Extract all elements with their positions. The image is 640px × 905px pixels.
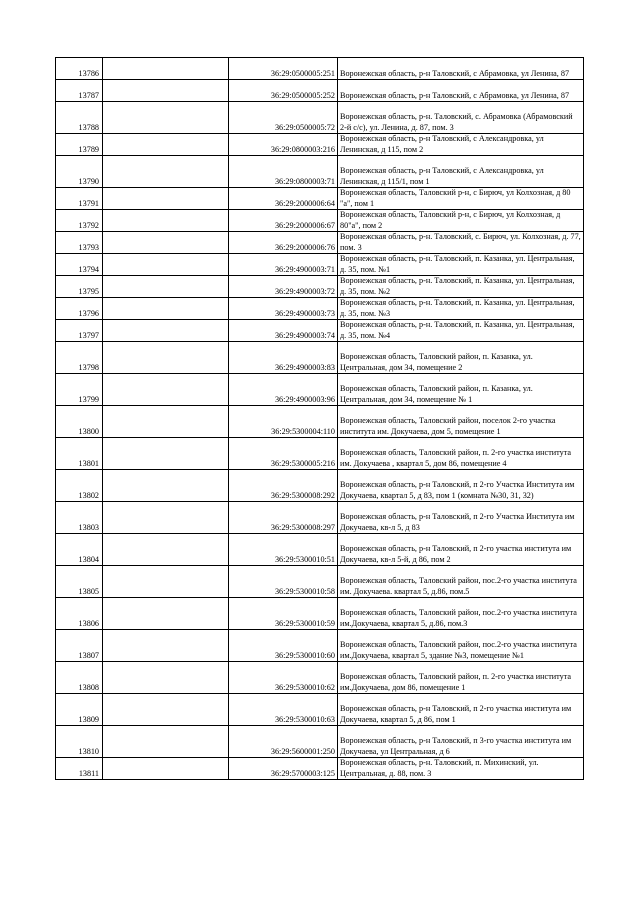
table-row bbox=[56, 156, 584, 188]
cadastral-number-cell: 36:29:5300010:62 bbox=[229, 662, 338, 694]
address-cell: Воронежская область, Таловский район, п. Казанка, ул. Центральная, дом 34, помещение № 1 bbox=[338, 374, 584, 406]
cadastral-number-cell: 36:29:5300010:60 bbox=[229, 630, 338, 662]
table-row bbox=[56, 662, 584, 694]
row-number-cell: 13808 bbox=[56, 662, 103, 694]
table-row bbox=[56, 694, 584, 726]
table-row bbox=[56, 566, 584, 598]
empty-cell bbox=[103, 232, 229, 254]
address-cell: Воронежская область, р-н Таловский, с Александровка, ул Ленинская, д 115/1, пом 1 bbox=[338, 156, 584, 188]
empty-cell bbox=[103, 58, 229, 80]
table-row bbox=[56, 58, 584, 80]
cadastral-number-cell: 36:29:0500005:72 bbox=[229, 102, 338, 134]
table-row bbox=[56, 188, 584, 210]
address-cell: Воронежская область, р-н Таловский, п 2-го участка института им Докучаева, квартал 5, д 86, пом 1 bbox=[338, 694, 584, 726]
empty-cell bbox=[103, 254, 229, 276]
address-cell: Воронежская область, Таловский район, поселок 2-го участка института им. Докучаева, дом 5, помещение 1 bbox=[338, 406, 584, 438]
empty-cell bbox=[103, 534, 229, 566]
address-cell: Воронежская область, Таловский р-н, с Бирюч, ул Колхозная, д 80 "а", пом 1 bbox=[338, 188, 584, 210]
row-number-cell: 13810 bbox=[56, 726, 103, 758]
table-row bbox=[56, 232, 584, 254]
row-number-cell: 13787 bbox=[56, 80, 103, 102]
row-number-cell: 13799 bbox=[56, 374, 103, 406]
empty-cell bbox=[103, 566, 229, 598]
row-number-cell: 13803 bbox=[56, 502, 103, 534]
table-row bbox=[56, 406, 584, 438]
address-cell: Воронежская область, р-н. Таловский, п. Михинский, ул. Центральная, д. 88, пом. 3 bbox=[338, 758, 584, 780]
registry-table bbox=[55, 57, 584, 780]
table-row bbox=[56, 438, 584, 470]
row-number-cell: 13790 bbox=[56, 156, 103, 188]
table-row bbox=[56, 598, 584, 630]
empty-cell bbox=[103, 438, 229, 470]
empty-cell bbox=[103, 210, 229, 232]
cadastral-number-cell: 36:29:0800003:71 bbox=[229, 156, 338, 188]
empty-cell bbox=[103, 502, 229, 534]
empty-cell bbox=[103, 662, 229, 694]
address-cell: Воронежская область, Таловский район, пос.2-го участка института им. Докучаева. квартал 5, д.86, пом.5 bbox=[338, 566, 584, 598]
address-cell: Воронежская область, Таловский район, пос.2-го участка института им.Докучаева, квартал 5, здание №3, помещение №1 bbox=[338, 630, 584, 662]
row-number-cell: 13811 bbox=[56, 758, 103, 780]
address-cell: Воронежская область, Таловский район, пос.2-го участка института им.Докучаева, квартал 5, д.86, пом.3 bbox=[338, 598, 584, 630]
table-row bbox=[56, 758, 584, 780]
empty-cell bbox=[103, 80, 229, 102]
row-number-cell: 13797 bbox=[56, 320, 103, 342]
cadastral-number-cell: 36:29:4900003:74 bbox=[229, 320, 338, 342]
row-number-cell: 13800 bbox=[56, 406, 103, 438]
row-number-cell: 13792 bbox=[56, 210, 103, 232]
empty-cell bbox=[103, 320, 229, 342]
table-row bbox=[56, 534, 584, 566]
empty-cell bbox=[103, 470, 229, 502]
cadastral-number-cell: 36:29:5300010:51 bbox=[229, 534, 338, 566]
address-cell: Воронежская область, р-н Таловский, с Абрамовка, ул Ленина, 87 bbox=[338, 80, 584, 102]
row-number-cell: 13791 bbox=[56, 188, 103, 210]
table-row bbox=[56, 342, 584, 374]
table-row bbox=[56, 80, 584, 102]
empty-cell bbox=[103, 298, 229, 320]
empty-cell bbox=[103, 598, 229, 630]
address-cell: Воронежская область, р-н Таловский, с Александровка, ул Ленинская, д 115, пом 2 bbox=[338, 134, 584, 156]
table-row bbox=[56, 320, 584, 342]
row-number-cell: 13793 bbox=[56, 232, 103, 254]
row-number-cell: 13794 bbox=[56, 254, 103, 276]
address-cell: Воронежская область, р-н. Таловский, п. Казанка, ул. Центральная, д. 35, пом. №1 bbox=[338, 254, 584, 276]
table-row bbox=[56, 254, 584, 276]
table-row bbox=[56, 726, 584, 758]
table-row bbox=[56, 374, 584, 406]
table-row bbox=[56, 134, 584, 156]
cadastral-number-cell: 36:29:4900003:72 bbox=[229, 276, 338, 298]
address-cell: Воронежская область, р-н Таловский, с Абрамовка, ул Ленина, 87 bbox=[338, 58, 584, 80]
registry-table-body bbox=[56, 58, 584, 780]
table-row bbox=[56, 276, 584, 298]
address-cell: Воронежская область, р-н Таловский, п 2-го Участка Института им Докучаева, кв-л 5, д 83 bbox=[338, 502, 584, 534]
table-row bbox=[56, 298, 584, 320]
row-number-cell: 13802 bbox=[56, 470, 103, 502]
cadastral-number-cell: 36:29:5700003:125 bbox=[229, 758, 338, 780]
row-number-cell: 13805 bbox=[56, 566, 103, 598]
address-cell: Воронежская область, Таловский р-н, с Бирюч, ул Колхозная, д 80"а", пом 2 bbox=[338, 210, 584, 232]
address-cell: Воронежская область, р-н. Таловский, с. Бирюч, ул. Колхозная, д. 77, пом. 3 bbox=[338, 232, 584, 254]
cadastral-number-cell: 36:29:5300010:59 bbox=[229, 598, 338, 630]
empty-cell bbox=[103, 156, 229, 188]
cadastral-number-cell: 36:29:0800003:216 bbox=[229, 134, 338, 156]
row-number-cell: 13796 bbox=[56, 298, 103, 320]
cadastral-number-cell: 36:29:5600001:250 bbox=[229, 726, 338, 758]
cadastral-number-cell: 36:29:4900003:73 bbox=[229, 298, 338, 320]
address-cell: Воронежская область, р-н. Таловский, с. Абрамовка (Абрамовский 2-й с/с), ул. Ленина, д. 87, пом. 3 bbox=[338, 102, 584, 134]
cadastral-number-cell: 36:29:5300004:110 bbox=[229, 406, 338, 438]
row-number-cell: 13795 bbox=[56, 276, 103, 298]
row-number-cell: 13801 bbox=[56, 438, 103, 470]
empty-cell bbox=[103, 758, 229, 780]
row-number-cell: 13798 bbox=[56, 342, 103, 374]
table-row bbox=[56, 630, 584, 662]
cadastral-number-cell: 36:29:5300005:216 bbox=[229, 438, 338, 470]
cadastral-number-cell: 36:29:4900003:83 bbox=[229, 342, 338, 374]
row-number-cell: 13786 bbox=[56, 58, 103, 80]
cadastral-number-cell: 36:29:2000006:67 bbox=[229, 210, 338, 232]
table-row bbox=[56, 210, 584, 232]
address-cell: Воронежская область, Таловский район, п. 2-го участка института им. Докучаева , квартал 5, дом 86, помещение 4 bbox=[338, 438, 584, 470]
row-number-cell: 13804 bbox=[56, 534, 103, 566]
cadastral-number-cell: 36:29:5300010:58 bbox=[229, 566, 338, 598]
empty-cell bbox=[103, 276, 229, 298]
address-cell: Воронежская область, Таловский район, п. Казанка, ул. Центральная, дом 34, помещение 2 bbox=[338, 342, 584, 374]
cadastral-number-cell: 36:29:0500005:251 bbox=[229, 58, 338, 80]
cadastral-number-cell: 36:29:4900003:96 bbox=[229, 374, 338, 406]
row-number-cell: 13806 bbox=[56, 598, 103, 630]
cadastral-number-cell: 36:29:0500005:252 bbox=[229, 80, 338, 102]
row-number-cell: 13789 bbox=[56, 134, 103, 156]
cadastral-number-cell: 36:29:2000006:64 bbox=[229, 188, 338, 210]
row-number-cell: 13809 bbox=[56, 694, 103, 726]
empty-cell bbox=[103, 694, 229, 726]
address-cell: Воронежская область, Таловский район, п. 2-го участка института им.Докучаева, дом 86, помещение 1 bbox=[338, 662, 584, 694]
address-cell: Воронежская область, р-н. Таловский, п. Казанка, ул. Центральная, д. 35, пом. №4 bbox=[338, 320, 584, 342]
empty-cell bbox=[103, 342, 229, 374]
address-cell: Воронежская область, р-н. Таловский, п. Казанка, ул. Центральная, д. 35, пом. №3 bbox=[338, 298, 584, 320]
cadastral-number-cell: 36:29:2000006:76 bbox=[229, 232, 338, 254]
row-number-cell: 13807 bbox=[56, 630, 103, 662]
table-row bbox=[56, 470, 584, 502]
empty-cell bbox=[103, 374, 229, 406]
table-row bbox=[56, 102, 584, 134]
empty-cell bbox=[103, 630, 229, 662]
address-cell: Воронежская область, р-н Таловский, п 3-го участка института им Докучаева, ул Центральная, д 6 bbox=[338, 726, 584, 758]
cadastral-number-cell: 36:29:5300008:297 bbox=[229, 502, 338, 534]
address-cell: Воронежская область, р-н Таловский, п 2-го участка института им Докучаева, кв-л 5-й, д 86, пом 2 bbox=[338, 534, 584, 566]
row-number-cell: 13788 bbox=[56, 102, 103, 134]
empty-cell bbox=[103, 406, 229, 438]
address-cell: Воронежская область, р-н Таловский, п 2-го Участка Института им Докучаева, квартал 5, д 83, пом 1 (комната №30, 31, 32) bbox=[338, 470, 584, 502]
empty-cell bbox=[103, 188, 229, 210]
empty-cell bbox=[103, 134, 229, 156]
empty-cell bbox=[103, 102, 229, 134]
cadastral-number-cell: 36:29:5300008:292 bbox=[229, 470, 338, 502]
table-row bbox=[56, 502, 584, 534]
empty-cell bbox=[103, 726, 229, 758]
cadastral-number-cell: 36:29:4900003:71 bbox=[229, 254, 338, 276]
cadastral-number-cell: 36:29:5300010:63 bbox=[229, 694, 338, 726]
address-cell: Воронежская область, р-н. Таловский, п. Казанка, ул. Центральная, д. 35, пом. №2 bbox=[338, 276, 584, 298]
